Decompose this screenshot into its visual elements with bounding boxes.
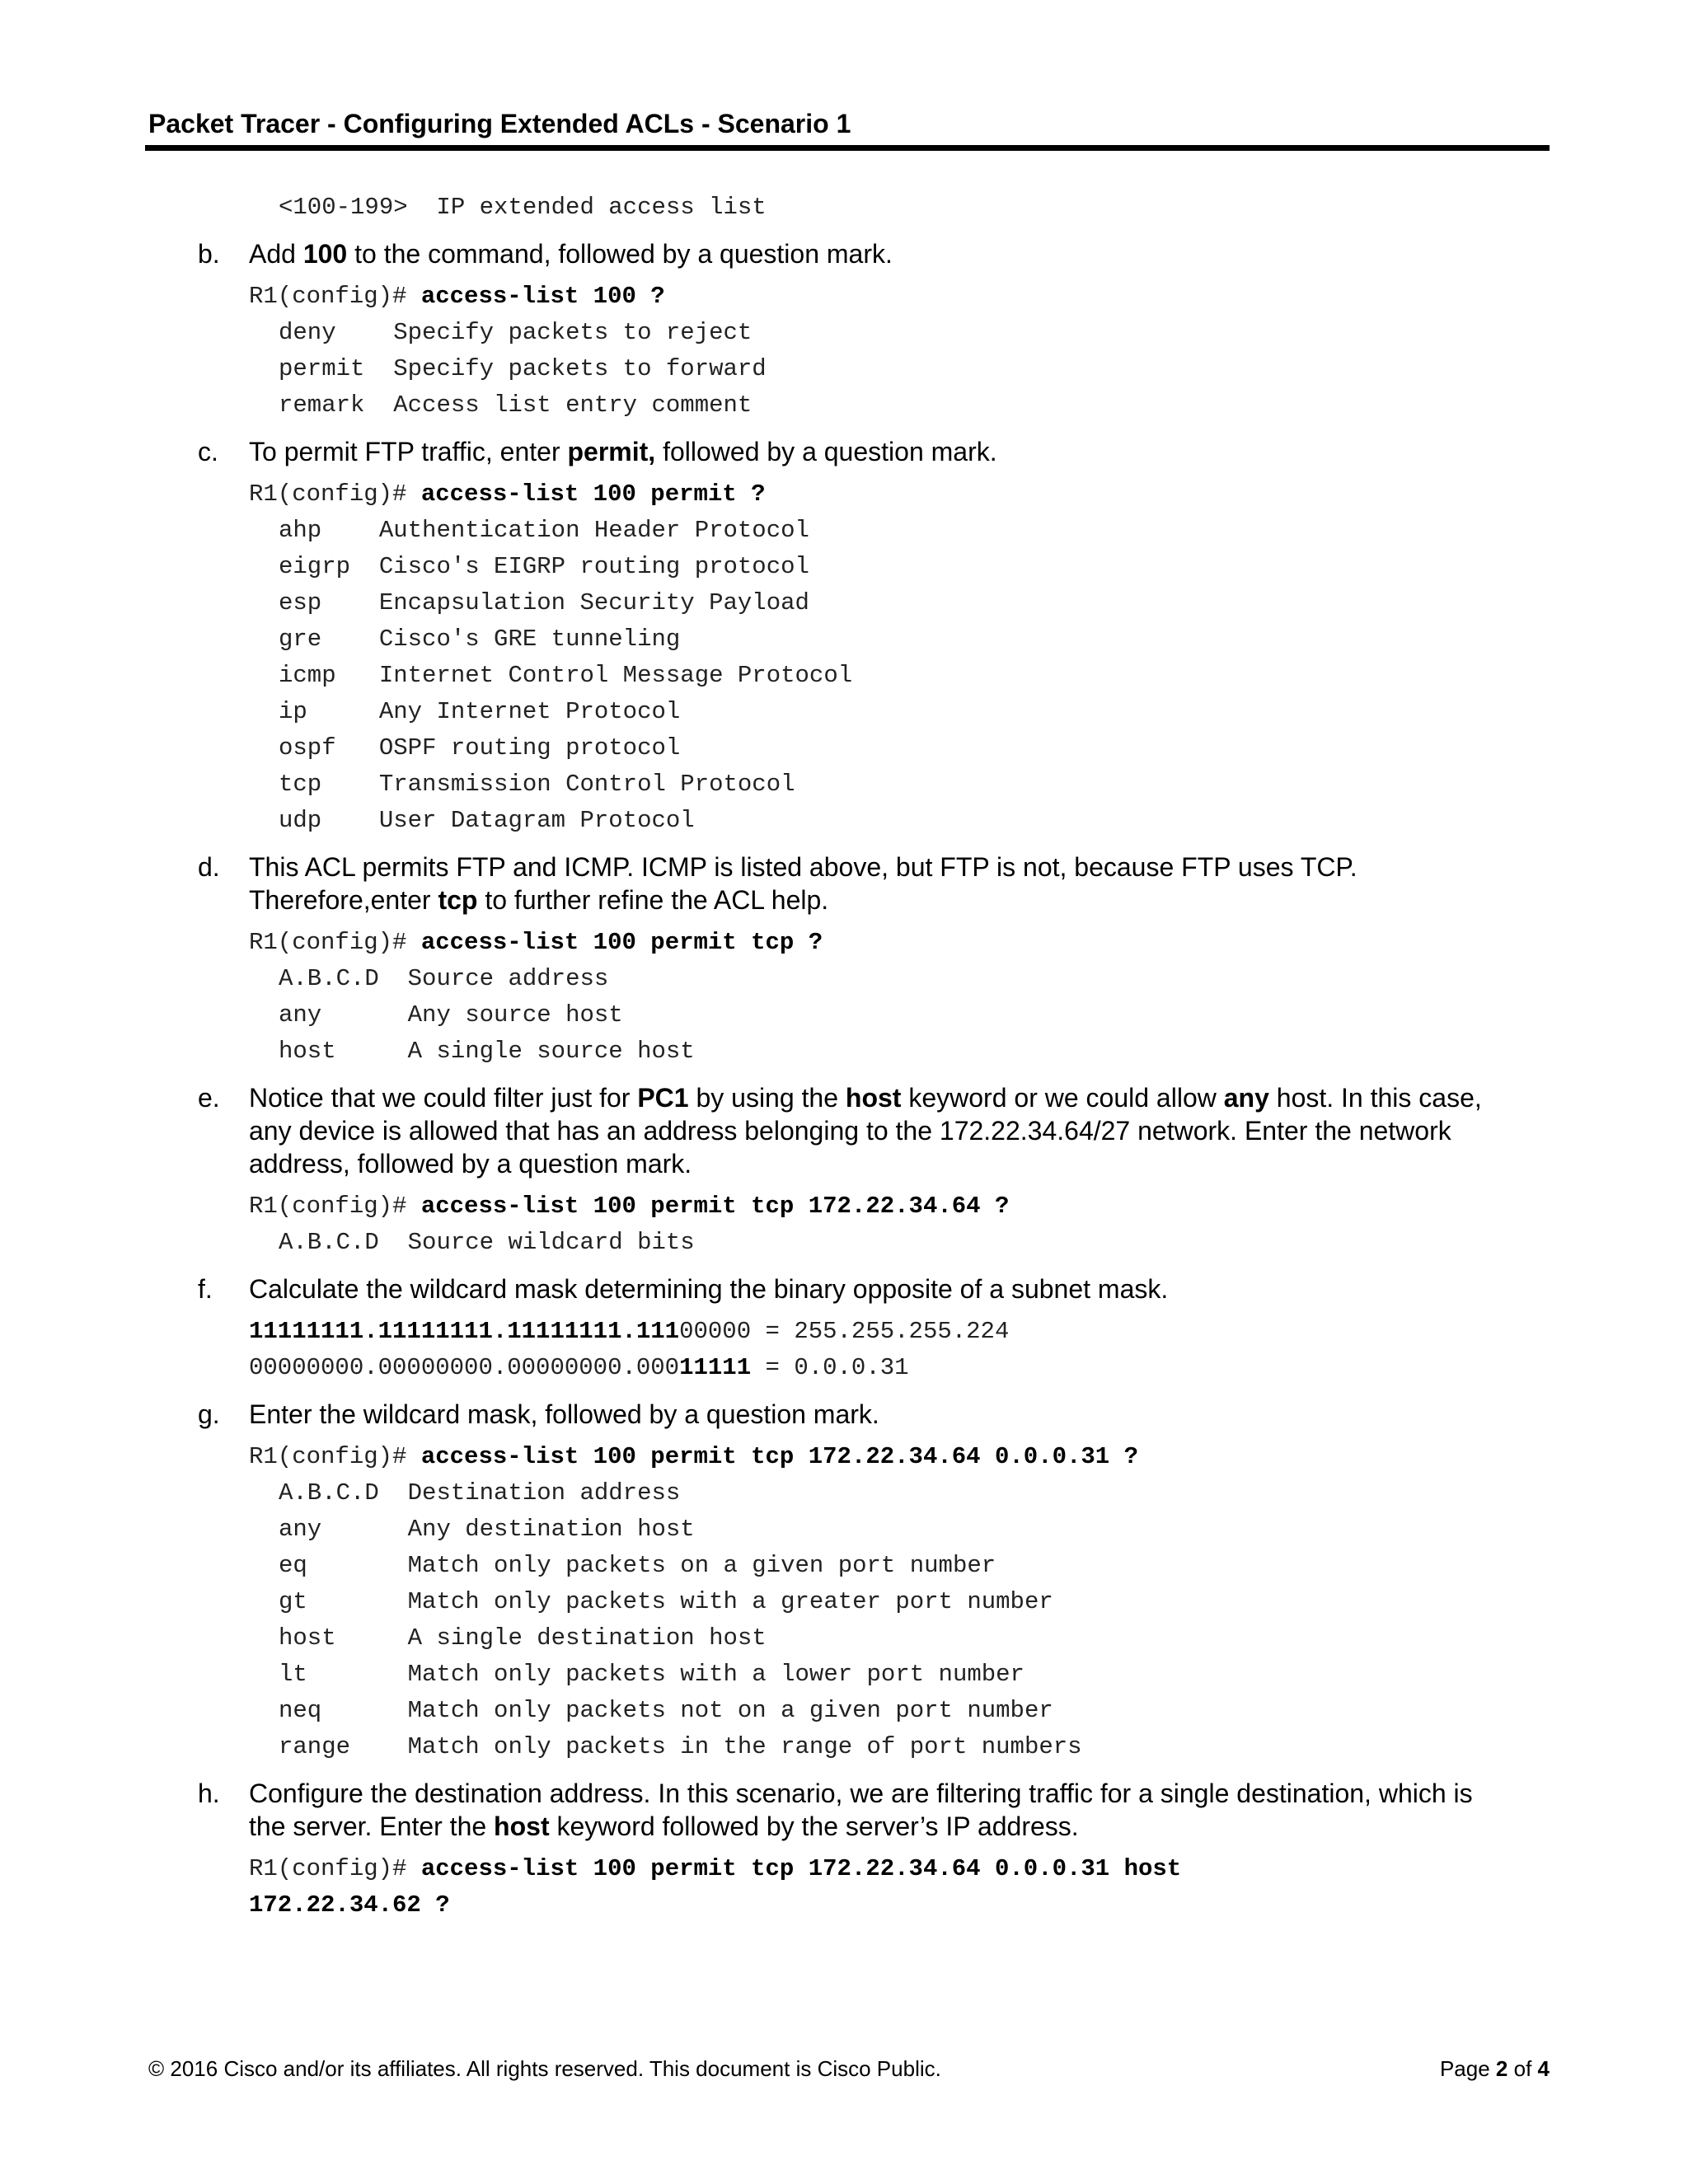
option-row xyxy=(279,585,1688,621)
copyright-notice: © 2016 Cisco and/or its affiliates. All rights reserved. This document is Cisco Public. xyxy=(148,2056,941,2081)
option-row xyxy=(279,1475,1688,1511)
cli-command: access-list 100 ? xyxy=(420,283,665,310)
option-description: Source address xyxy=(407,965,609,992)
command-line xyxy=(249,1188,1688,1225)
wildcard-mask-line xyxy=(249,1350,1688,1386)
option-description: Source wildcard bits xyxy=(407,1229,695,1256)
option-description: Specify packets to reject xyxy=(393,319,753,346)
step-text-bold: any xyxy=(1223,1083,1269,1113)
option-description: OSPF routing protocol xyxy=(378,734,681,762)
option-description: Match only packets on a given port number xyxy=(407,1552,996,1579)
option-description: Transmission Control Protocol xyxy=(378,771,795,798)
option-keyword: lt xyxy=(279,1661,408,1688)
mask-bits: 00000 = 255.255.255.224 xyxy=(679,1318,1010,1345)
cli-command: access-list 100 permit tcp 172.22.34.64 ? xyxy=(420,1193,1010,1220)
step-text xyxy=(249,239,893,269)
step-text xyxy=(249,1810,1547,1843)
cli-prompt: R1(config)# xyxy=(249,929,421,956)
option-row xyxy=(279,621,1688,658)
option-list xyxy=(0,1475,1688,1765)
step-text-line: any device is allowed that has an address belonging to the 172.22.34.64/27 network. Enter the network xyxy=(249,1116,1451,1146)
option-row xyxy=(279,803,1688,839)
option-row xyxy=(279,1548,1688,1584)
option-description: A single destination host xyxy=(407,1624,767,1652)
cli-prompt: R1(config)# xyxy=(249,1855,421,1882)
step-e xyxy=(198,1081,1547,1180)
option-keyword: A.B.C.D xyxy=(279,1479,408,1507)
step-text-part: Add xyxy=(249,239,303,269)
step-text-part: followed by a question mark. xyxy=(655,437,997,466)
step-text-part: the server. Enter the xyxy=(249,1811,495,1841)
step-text-part: by using the xyxy=(688,1083,846,1113)
option-row xyxy=(279,1729,1688,1765)
cli-prompt: R1(config)# xyxy=(249,1193,421,1220)
step-letter: f. xyxy=(198,1274,213,1304)
option-keyword: eigrp xyxy=(279,553,379,580)
step-text xyxy=(249,883,1547,916)
option-description: Any Internet Protocol xyxy=(378,698,681,725)
option-row xyxy=(279,766,1688,803)
step-letter: h. xyxy=(198,1779,220,1808)
option-row xyxy=(279,997,1688,1033)
cli-command: 172.22.34.62 ? xyxy=(249,1891,450,1919)
option-keyword: gt xyxy=(279,1588,408,1615)
step-b xyxy=(198,237,1547,270)
option-row xyxy=(279,351,1688,387)
option-description: User Datagram Protocol xyxy=(378,807,695,834)
subnet-mask-line xyxy=(249,1314,1688,1350)
cli-command: access-list 100 permit tcp 172.22.34.64 0.0.0.31 host xyxy=(420,1855,1182,1882)
option-list xyxy=(0,1225,1688,1261)
command-line xyxy=(249,279,1688,315)
option-row xyxy=(279,658,1688,694)
option-keyword: deny xyxy=(279,319,394,346)
step-text-part: keyword followed by the server’s IP address. xyxy=(549,1811,1079,1841)
document-body xyxy=(0,190,1688,1924)
option-description: A single source host xyxy=(407,1038,695,1065)
intro-code-line: <100-199> IP extended access list xyxy=(279,194,767,221)
page-label: Page xyxy=(1439,2056,1496,2081)
option-row xyxy=(279,1511,1688,1548)
step-text-bold: 100 xyxy=(302,239,348,269)
header-divider xyxy=(145,145,1550,151)
step-letter: b. xyxy=(198,239,220,269)
mask-bits-bold: 11111111.11111111.11111111.111 xyxy=(249,1318,680,1345)
cli-command: access-list 100 permit ? xyxy=(420,480,766,508)
option-description: Authentication Header Protocol xyxy=(378,517,809,544)
option-keyword: permit xyxy=(279,355,394,382)
option-description: Cisco's EIGRP routing protocol xyxy=(378,553,809,580)
option-list xyxy=(0,961,1688,1070)
option-keyword: any xyxy=(279,1001,408,1029)
option-row xyxy=(279,549,1688,585)
option-keyword: host xyxy=(279,1624,408,1652)
option-description: Encapsulation Security Payload xyxy=(378,589,809,616)
option-keyword: ospf xyxy=(279,734,379,762)
step-text-line: address, followed by a question mark. xyxy=(249,1149,692,1179)
cli-prompt: R1(config)# xyxy=(249,283,421,310)
option-row xyxy=(279,1657,1688,1693)
option-description: Any source host xyxy=(407,1001,623,1029)
page-footer xyxy=(148,2052,1550,2085)
option-list xyxy=(0,513,1688,839)
command-line xyxy=(249,476,1688,513)
option-keyword: any xyxy=(279,1516,408,1543)
step-text-part: keyword or we could allow xyxy=(901,1083,1224,1113)
option-keyword: eq xyxy=(279,1552,408,1579)
option-row xyxy=(279,1033,1688,1070)
option-description: Specify packets to forward xyxy=(393,355,767,382)
option-row xyxy=(279,513,1688,549)
option-keyword: A.B.C.D xyxy=(279,1229,408,1256)
option-description: Access list entry comment xyxy=(393,391,753,419)
option-keyword: icmp xyxy=(279,662,379,689)
step-h xyxy=(198,1777,1547,1843)
option-row xyxy=(279,730,1688,766)
step-text-bold: host xyxy=(845,1083,902,1113)
step-text-bold: tcp xyxy=(438,885,478,915)
option-keyword: neq xyxy=(279,1697,408,1724)
option-description: Destination address xyxy=(407,1479,681,1507)
step-text xyxy=(249,437,997,466)
option-row xyxy=(279,387,1688,424)
step-c xyxy=(198,435,1547,468)
command-line xyxy=(249,925,1688,961)
step-text-line: This ACL permits FTP and ICMP. ICMP is listed above, but FTP is not, because FTP uses TCP. xyxy=(249,852,1357,882)
option-row xyxy=(279,694,1688,730)
page-total: 4 xyxy=(1537,2056,1550,2081)
option-description: Any destination host xyxy=(407,1516,695,1543)
step-d xyxy=(198,851,1547,916)
step-text-bold: host xyxy=(494,1811,550,1841)
step-text xyxy=(249,1081,1547,1114)
option-keyword: esp xyxy=(279,589,379,616)
option-keyword: range xyxy=(279,1733,408,1760)
option-list xyxy=(0,315,1688,424)
option-row xyxy=(279,1584,1688,1620)
page-title: Packet Tracer - Configuring Extended ACLs - Scenario 1 xyxy=(148,109,851,138)
step-text-part: Therefore,enter xyxy=(249,885,438,915)
step-f xyxy=(198,1272,1547,1305)
option-keyword: A.B.C.D xyxy=(279,965,408,992)
step-text-part: to further refine the ACL help. xyxy=(477,885,829,915)
step-letter: g. xyxy=(198,1399,220,1429)
option-description: Cisco's GRE tunneling xyxy=(378,626,681,653)
option-keyword: tcp xyxy=(279,771,379,798)
option-description: Match only packets with a greater port number xyxy=(407,1588,1053,1615)
step-text-part: to the command, followed by a question mark. xyxy=(347,239,893,269)
option-description: Internet Control Message Protocol xyxy=(378,662,853,689)
step-text-part: host. In this case, xyxy=(1268,1083,1482,1113)
page-current: 2 xyxy=(1495,2056,1508,2081)
option-row xyxy=(279,1225,1688,1261)
option-description: Match only packets in the range of port numbers xyxy=(407,1733,1082,1760)
option-row xyxy=(279,961,1688,997)
option-description: Match only packets with a lower port number xyxy=(407,1661,1025,1688)
cli-command: access-list 100 permit tcp 172.22.34.64 0.0.0.31 ? xyxy=(420,1443,1138,1470)
step-text-line: Configure the destination address. In this scenario, we are filtering traffic for a single destination, which is xyxy=(249,1779,1473,1808)
command-line xyxy=(249,1439,1688,1475)
option-keyword: ahp xyxy=(279,517,379,544)
option-keyword: gre xyxy=(279,626,379,653)
cli-prompt: R1(config)# xyxy=(249,480,421,508)
option-keyword: host xyxy=(279,1038,408,1065)
step-letter: d. xyxy=(198,852,220,882)
command-line-continued xyxy=(249,1887,1688,1924)
option-keyword: ip xyxy=(279,698,379,725)
step-letter: e. xyxy=(198,1083,220,1113)
cli-command: access-list 100 permit tcp ? xyxy=(420,929,823,956)
step-text: Calculate the wildcard mask determining the binary opposite of a subnet mask. xyxy=(249,1274,1169,1304)
step-letter: c. xyxy=(198,437,218,466)
page-number xyxy=(1440,2052,1550,2085)
option-keyword: udp xyxy=(279,807,379,834)
page-of: of xyxy=(1507,2056,1538,2081)
step-text-bold: PC1 xyxy=(637,1083,689,1113)
step-text-bold: permit, xyxy=(567,437,656,466)
step-g xyxy=(198,1398,1547,1431)
option-row xyxy=(279,1620,1688,1657)
mask-bits: 00000000.00000000.00000000.000 xyxy=(249,1354,680,1381)
option-row xyxy=(279,315,1688,351)
option-row xyxy=(279,1693,1688,1729)
step-text: Enter the wildcard mask, followed by a question mark. xyxy=(249,1399,879,1429)
mask-bits: = 0.0.0.31 xyxy=(751,1354,909,1381)
option-description: Match only packets not on a given port number xyxy=(407,1697,1053,1724)
step-text-part: To permit FTP traffic, enter xyxy=(249,437,568,466)
cli-prompt: R1(config)# xyxy=(249,1443,421,1470)
option-keyword: remark xyxy=(279,391,394,419)
mask-bits-bold: 11111 xyxy=(679,1354,752,1381)
command-line xyxy=(249,1851,1688,1887)
step-text-part: Notice that we could filter just for xyxy=(249,1083,638,1113)
